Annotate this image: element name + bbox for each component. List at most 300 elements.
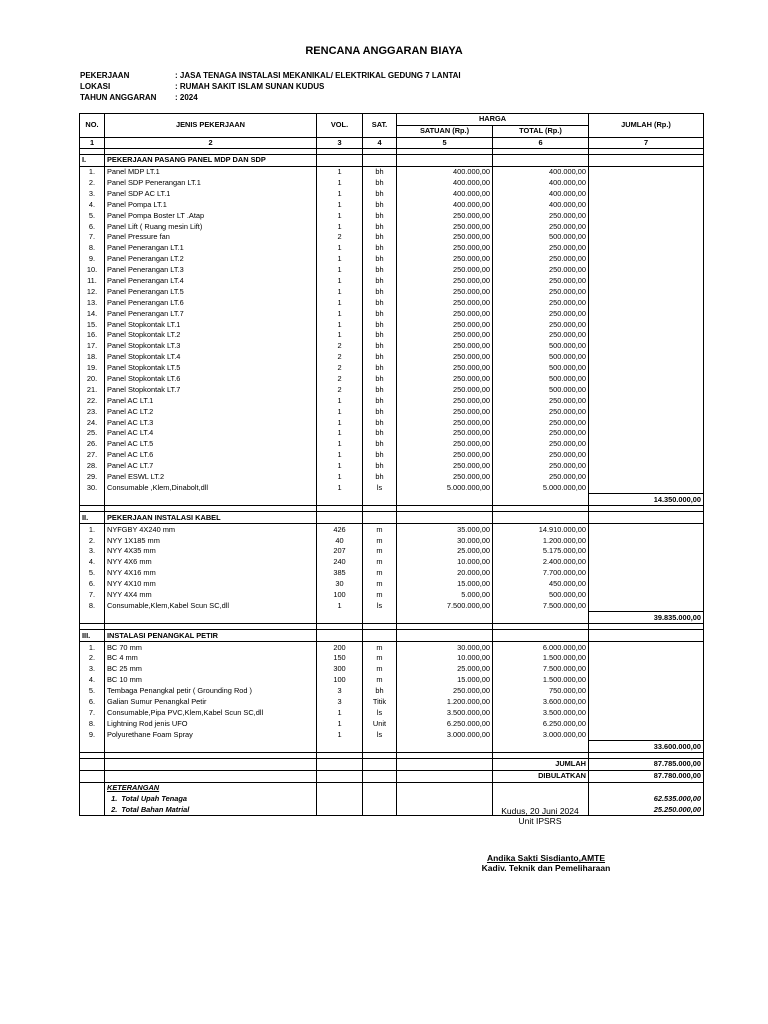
item-total: 500.000,00 — [493, 232, 589, 243]
section-subtotal: 33.600.000,00 — [589, 741, 704, 753]
item-total: 2.400.000,00 — [493, 557, 589, 568]
item-volume: 1 — [317, 406, 363, 417]
budget-table — [79, 113, 704, 816]
item-unit: m — [363, 653, 397, 664]
section-subtotal: 39.835.000,00 — [589, 612, 704, 624]
section-header — [80, 512, 704, 524]
item-total: 750.000,00 — [493, 686, 589, 697]
item-volume: 1 — [317, 308, 363, 319]
item-unit-price: 35.000,00 — [397, 524, 493, 535]
table-row — [80, 308, 704, 319]
item-name: Panel Pompa LT.1 — [105, 199, 317, 210]
info-tahun — [80, 92, 461, 103]
item-volume: 1 — [317, 417, 363, 428]
item-unit: bh — [363, 166, 397, 177]
item-unit: ls — [363, 729, 397, 740]
table-row — [80, 330, 704, 341]
item-unit-price: 400.000,00 — [397, 188, 493, 199]
info-label: TAHUN ANGGARAN — [80, 93, 157, 102]
column-number: 2 — [105, 137, 317, 148]
item-volume: 1 — [317, 221, 363, 232]
table-row — [80, 590, 704, 601]
item-volume: 1 — [317, 729, 363, 740]
item-no: 4. — [80, 675, 105, 686]
item-unit: bh — [363, 319, 397, 330]
item-volume: 100 — [317, 675, 363, 686]
dibulatkan-value: 87.780.000,00 — [589, 770, 704, 782]
item-unit-price: 15.000,00 — [397, 675, 493, 686]
item-unit: m — [363, 568, 397, 579]
item-total: 1.200.000,00 — [493, 535, 589, 546]
item-unit-price: 1.200.000,00 — [397, 697, 493, 708]
item-no: 25. — [80, 428, 105, 439]
item-total: 6.250.000,00 — [493, 718, 589, 729]
item-unit-price: 250.000,00 — [397, 232, 493, 243]
item-total: 250.000,00 — [493, 395, 589, 406]
item-unit-price: 400.000,00 — [397, 166, 493, 177]
item-unit: ls — [363, 600, 397, 611]
keterangan-value: 62.535.000,00 — [589, 794, 704, 805]
item-name: NYFGBY 4X240 mm — [105, 524, 317, 535]
item-unit: bh — [363, 341, 397, 352]
jumlah-label: JUMLAH — [493, 758, 589, 770]
table-row — [80, 568, 704, 579]
item-volume: 2 — [317, 374, 363, 385]
item-total: 7.500.000,00 — [493, 664, 589, 675]
table-row — [80, 675, 704, 686]
item-unit-price: 10.000,00 — [397, 653, 493, 664]
item-name: Consumable ,Klem,Dinabolt,dll — [105, 483, 317, 494]
item-unit: bh — [363, 439, 397, 450]
info-value: : JASA TENAGA INSTALASI MEKANIKAL/ ELEKTRIKAL GEDUNG 7 LANTAI — [175, 71, 461, 80]
section-header — [80, 630, 704, 642]
item-total: 250.000,00 — [493, 461, 589, 472]
section-header — [80, 154, 704, 166]
item-unit: bh — [363, 472, 397, 483]
item-name: NYY 4X16 mm — [105, 568, 317, 579]
column-number: 5 — [397, 137, 493, 148]
item-unit-price: 250.000,00 — [397, 243, 493, 254]
item-unit-price: 7.500.000,00 — [397, 600, 493, 611]
item-unit-price: 10.000,00 — [397, 557, 493, 568]
keterangan-value: 25.250.000,00 — [589, 805, 704, 816]
item-unit-price: 250.000,00 — [397, 428, 493, 439]
header-vol: VOL. — [317, 114, 363, 138]
item-no: 28. — [80, 461, 105, 472]
table-row — [80, 428, 704, 439]
item-name: Panel Stopkontak LT.2 — [105, 330, 317, 341]
item-name: Panel Penerangan LT.1 — [105, 243, 317, 254]
item-unit: m — [363, 546, 397, 557]
item-unit: bh — [363, 297, 397, 308]
item-no: 7. — [80, 232, 105, 243]
section-subtotal: 14.350.000,00 — [589, 494, 704, 506]
item-total: 400.000,00 — [493, 178, 589, 189]
item-unit-price: 250.000,00 — [397, 384, 493, 395]
table-row — [80, 546, 704, 557]
item-total: 250.000,00 — [493, 221, 589, 232]
item-no: 8. — [80, 718, 105, 729]
column-number: 7 — [589, 137, 704, 148]
item-total: 250.000,00 — [493, 265, 589, 276]
section-no: I. — [80, 154, 105, 166]
item-no: 9. — [80, 729, 105, 740]
item-total: 250.000,00 — [493, 276, 589, 287]
item-unit-price: 6.250.000,00 — [397, 718, 493, 729]
item-volume: 300 — [317, 664, 363, 675]
item-no: 1. — [80, 166, 105, 177]
table-row — [80, 352, 704, 363]
item-unit-price: 400.000,00 — [397, 178, 493, 189]
item-volume: 1 — [317, 297, 363, 308]
item-unit: m — [363, 535, 397, 546]
item-unit: Unit — [363, 718, 397, 729]
item-volume: 1 — [317, 265, 363, 276]
signatory-name: Andika Sakti Sisdianto,AMTE — [486, 853, 606, 863]
item-name: Consumable,Klem,Kabel Scun SC,dll — [105, 600, 317, 611]
item-unit-price: 250.000,00 — [397, 450, 493, 461]
item-volume: 1 — [317, 210, 363, 221]
item-volume: 1 — [317, 707, 363, 718]
item-volume: 2 — [317, 363, 363, 374]
item-unit: m — [363, 579, 397, 590]
item-unit-price: 400.000,00 — [397, 199, 493, 210]
item-volume: 1 — [317, 199, 363, 210]
item-unit: bh — [363, 686, 397, 697]
item-no: 5. — [80, 568, 105, 579]
item-name: Panel AC LT.3 — [105, 417, 317, 428]
table-body — [80, 148, 704, 752]
item-name: Panel AC LT.2 — [105, 406, 317, 417]
table-row — [80, 384, 704, 395]
item-unit-price: 250.000,00 — [397, 472, 493, 483]
item-no: 1. — [80, 642, 105, 653]
header-jenis: JENIS PEKERJAAN — [105, 114, 317, 138]
item-total: 250.000,00 — [493, 406, 589, 417]
item-no: 27. — [80, 450, 105, 461]
item-unit: m — [363, 664, 397, 675]
header-no: NO. — [80, 114, 105, 138]
item-no: 9. — [80, 254, 105, 265]
item-name: Panel SDP Penerangan LT.1 — [105, 178, 317, 189]
unit-name: Unit IPSRS — [518, 816, 562, 826]
item-name: NYY 4X6 mm — [105, 557, 317, 568]
item-no: 23. — [80, 406, 105, 417]
item-unit: bh — [363, 221, 397, 232]
info-value: : 2024 — [175, 93, 198, 102]
item-total: 250.000,00 — [493, 417, 589, 428]
header-jumlah: JUMLAH (Rp.) — [589, 114, 704, 138]
keterangan-no: 2. — [111, 804, 118, 814]
column-number: 6 — [493, 137, 589, 148]
item-no: 5. — [80, 686, 105, 697]
item-no: 4. — [80, 557, 105, 568]
item-unit-price: 250.000,00 — [397, 221, 493, 232]
item-name: Polyurethane Foam Spray — [105, 729, 317, 740]
table-row — [80, 686, 704, 697]
table-row — [80, 178, 704, 189]
item-volume: 1 — [317, 395, 363, 406]
table-row — [80, 579, 704, 590]
item-total: 14.910.000,00 — [493, 524, 589, 535]
item-name: BC 4 mm — [105, 653, 317, 664]
item-volume: 2 — [317, 384, 363, 395]
item-total: 400.000,00 — [493, 166, 589, 177]
header-row — [80, 114, 704, 126]
item-no: 3. — [80, 664, 105, 675]
item-volume: 3 — [317, 697, 363, 708]
item-volume: 1 — [317, 319, 363, 330]
item-name: Panel Penerangan LT.6 — [105, 297, 317, 308]
item-name: NYY 4X10 mm — [105, 579, 317, 590]
item-no: 8. — [80, 600, 105, 611]
item-total: 250.000,00 — [493, 286, 589, 297]
item-no: 6. — [80, 221, 105, 232]
section-name: INSTALASI PENANGKAL PETIR — [105, 630, 317, 642]
keterangan-label: KETERANGAN — [105, 782, 317, 793]
item-total: 250.000,00 — [493, 319, 589, 330]
table-row — [80, 557, 704, 568]
info-label: PEKERJAAN — [80, 71, 130, 80]
header-total: TOTAL (Rp.) — [493, 125, 589, 137]
item-unit: bh — [363, 374, 397, 385]
item-unit: bh — [363, 384, 397, 395]
item-total: 500.000,00 — [493, 352, 589, 363]
item-total: 450.000,00 — [493, 579, 589, 590]
column-number: 3 — [317, 137, 363, 148]
item-name: Panel Penerangan LT.7 — [105, 308, 317, 319]
item-total: 500.000,00 — [493, 374, 589, 385]
item-total: 1.500.000,00 — [493, 675, 589, 686]
total-row — [80, 758, 704, 770]
item-volume: 1 — [317, 254, 363, 265]
item-total: 7.700.000,00 — [493, 568, 589, 579]
table-row — [80, 406, 704, 417]
item-name: Galian Sumur Penangkal Petir — [105, 697, 317, 708]
item-unit-price: 25.000,00 — [397, 664, 493, 675]
table-row — [80, 395, 704, 406]
item-total: 250.000,00 — [493, 210, 589, 221]
table-row — [80, 653, 704, 664]
column-number: 1 — [80, 137, 105, 148]
info-lokasi — [80, 81, 461, 92]
item-no: 26. — [80, 439, 105, 450]
item-name: BC 10 mm — [105, 675, 317, 686]
item-total: 5.000.000,00 — [493, 483, 589, 494]
item-unit: bh — [363, 428, 397, 439]
item-unit: ls — [363, 483, 397, 494]
item-volume: 240 — [317, 557, 363, 568]
item-unit-price: 250.000,00 — [397, 395, 493, 406]
item-no: 5. — [80, 210, 105, 221]
item-total: 500.000,00 — [493, 590, 589, 601]
item-total: 250.000,00 — [493, 254, 589, 265]
item-unit: m — [363, 557, 397, 568]
item-name: Panel Stopkontak LT.5 — [105, 363, 317, 374]
table-row — [80, 297, 704, 308]
info-value: : RUMAH SAKIT ISLAM SUNAN KUDUS — [175, 82, 325, 91]
item-unit: bh — [363, 417, 397, 428]
table-row — [80, 210, 704, 221]
rounded-total-row — [80, 770, 704, 782]
item-name: Panel Stopkontak LT.4 — [105, 352, 317, 363]
item-volume: 1 — [317, 439, 363, 450]
item-total: 250.000,00 — [493, 439, 589, 450]
document-title: RENCANA ANGGARAN BIAYA — [305, 45, 463, 57]
table-row — [80, 535, 704, 546]
table-row — [80, 729, 704, 740]
keterangan-item-label: Total Upah Tenaga — [121, 794, 187, 804]
header-harga: HARGA — [397, 114, 589, 126]
info-pekerjaan — [80, 70, 461, 81]
item-unit: bh — [363, 232, 397, 243]
item-unit-price: 30.000,00 — [397, 535, 493, 546]
item-no: 21. — [80, 384, 105, 395]
item-total: 3.600.000,00 — [493, 697, 589, 708]
item-name: Panel Stopkontak LT.1 — [105, 319, 317, 330]
item-volume: 1 — [317, 428, 363, 439]
item-unit-price: 5.000,00 — [397, 590, 493, 601]
item-unit-price: 3.500.000,00 — [397, 707, 493, 718]
item-name: Panel MDP LT.1 — [105, 166, 317, 177]
place-date: Kudus, 20 Juni 2024 — [501, 806, 579, 816]
item-name: Panel Pompa Boster LT .Atap — [105, 210, 317, 221]
item-volume: 30 — [317, 579, 363, 590]
item-volume: 1 — [317, 166, 363, 177]
item-no: 14. — [80, 308, 105, 319]
item-unit-price: 250.000,00 — [397, 286, 493, 297]
item-no: 16. — [80, 330, 105, 341]
item-volume: 3 — [317, 686, 363, 697]
keterangan-item — [80, 794, 704, 805]
item-volume: 1 — [317, 483, 363, 494]
item-no: 4. — [80, 199, 105, 210]
keterangan-text — [105, 794, 317, 805]
item-unit-price: 250.000,00 — [397, 363, 493, 374]
item-unit-price: 250.000,00 — [397, 265, 493, 276]
item-unit: m — [363, 675, 397, 686]
item-total: 500.000,00 — [493, 363, 589, 374]
item-unit-price: 250.000,00 — [397, 276, 493, 287]
item-name: Panel Lift ( Ruang mesin Lift) — [105, 221, 317, 232]
item-unit-price: 30.000,00 — [397, 642, 493, 653]
item-no: 8. — [80, 243, 105, 254]
item-unit-price: 3.000.000,00 — [397, 729, 493, 740]
item-unit-price: 250.000,00 — [397, 686, 493, 697]
item-unit-price: 250.000,00 — [397, 417, 493, 428]
item-volume: 1 — [317, 276, 363, 287]
item-no: 7. — [80, 707, 105, 718]
item-name: Panel SDP AC LT.1 — [105, 188, 317, 199]
item-no: 19. — [80, 363, 105, 374]
item-name: Panel Pressure fan — [105, 232, 317, 243]
item-total: 5.175.000,00 — [493, 546, 589, 557]
item-no: 11. — [80, 276, 105, 287]
table-row — [80, 472, 704, 483]
item-no: 22. — [80, 395, 105, 406]
dibulatkan-label: DIBULATKAN — [493, 770, 589, 782]
item-unit-price: 250.000,00 — [397, 461, 493, 472]
item-name: Panel AC LT.5 — [105, 439, 317, 450]
jumlah-value: 87.785.000,00 — [589, 758, 704, 770]
item-volume: 1 — [317, 243, 363, 254]
section-no: III. — [80, 630, 105, 642]
item-unit-price: 250.000,00 — [397, 341, 493, 352]
table-row — [80, 450, 704, 461]
item-name: NYY 4X35 mm — [105, 546, 317, 557]
signature-block — [440, 806, 640, 826]
item-volume: 1 — [317, 286, 363, 297]
item-volume: 207 — [317, 546, 363, 557]
table-row — [80, 276, 704, 287]
table-row — [80, 718, 704, 729]
header-sat: SAT. — [363, 114, 397, 138]
item-volume: 150 — [317, 653, 363, 664]
item-total: 250.000,00 — [493, 297, 589, 308]
signatory-position: Kadiv. Teknik dan Pemeliharaan — [481, 863, 611, 873]
item-volume: 2 — [317, 341, 363, 352]
item-name: Panel Stopkontak LT.7 — [105, 384, 317, 395]
item-total: 250.000,00 — [493, 330, 589, 341]
item-unit: m — [363, 590, 397, 601]
table-row — [80, 188, 704, 199]
item-name: Panel AC LT.4 — [105, 428, 317, 439]
item-name: Panel Penerangan LT.2 — [105, 254, 317, 265]
item-name: Panel Penerangan LT.3 — [105, 265, 317, 276]
section-no: II. — [80, 512, 105, 524]
header-satuan: SATUAN (Rp.) — [397, 125, 493, 137]
table-row — [80, 166, 704, 177]
item-no: 2. — [80, 535, 105, 546]
item-unit: bh — [363, 450, 397, 461]
item-no: 2. — [80, 653, 105, 664]
info-label: LOKASI — [80, 82, 111, 91]
item-unit: bh — [363, 286, 397, 297]
item-no: 7. — [80, 590, 105, 601]
item-total: 7.500.000,00 — [493, 600, 589, 611]
item-unit: bh — [363, 243, 397, 254]
item-no: 24. — [80, 417, 105, 428]
item-volume: 2 — [317, 232, 363, 243]
item-name: Panel Penerangan LT.4 — [105, 276, 317, 287]
item-unit: bh — [363, 308, 397, 319]
table-row — [80, 524, 704, 535]
item-unit-price: 25.000,00 — [397, 546, 493, 557]
item-unit: bh — [363, 461, 397, 472]
item-volume: 200 — [317, 642, 363, 653]
table-row — [80, 707, 704, 718]
item-no: 10. — [80, 265, 105, 276]
item-unit: bh — [363, 265, 397, 276]
table-row — [80, 265, 704, 276]
item-volume: 1 — [317, 600, 363, 611]
item-no: 1. — [80, 524, 105, 535]
item-total: 3.500.000,00 — [493, 707, 589, 718]
item-name: BC 25 mm — [105, 664, 317, 675]
item-name: NYY 4X4 mm — [105, 590, 317, 601]
table-row — [80, 642, 704, 653]
item-no: 18. — [80, 352, 105, 363]
item-total: 250.000,00 — [493, 308, 589, 319]
item-unit: ls — [363, 707, 397, 718]
item-no: 17. — [80, 341, 105, 352]
item-name: Panel AC LT.1 — [105, 395, 317, 406]
item-unit-price: 20.000,00 — [397, 568, 493, 579]
section-name: PEKERJAAN PASANG PANEL MDP DAN SDP — [105, 154, 317, 166]
item-unit: bh — [363, 352, 397, 363]
item-no: 6. — [80, 579, 105, 590]
item-name: NYY 1X185 mm — [105, 535, 317, 546]
